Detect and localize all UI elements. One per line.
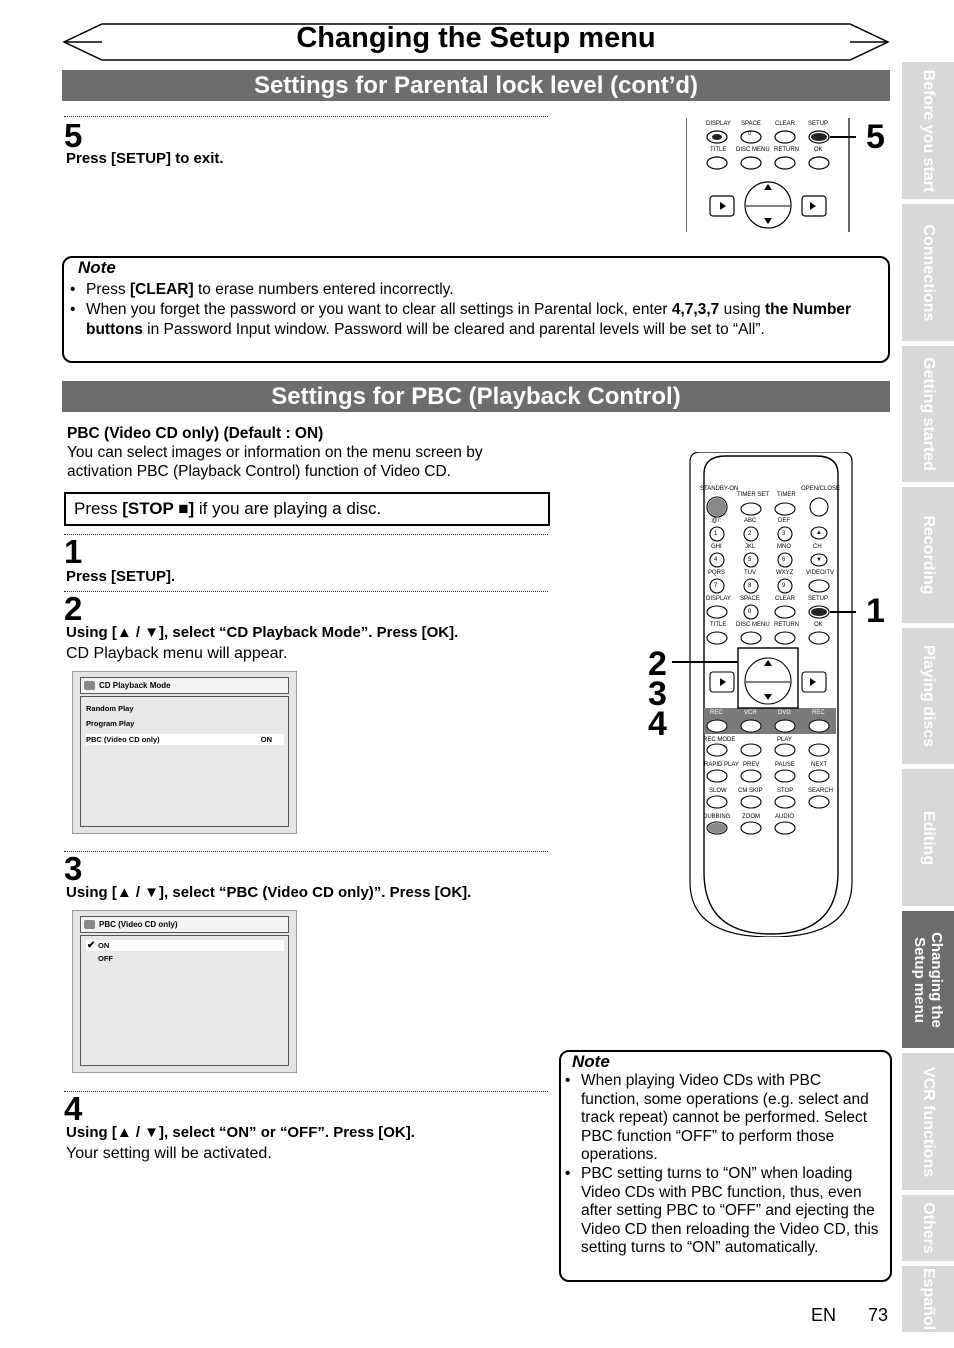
divider xyxy=(64,851,548,852)
remote-label: CH xyxy=(813,544,822,550)
remote-digit: 3 xyxy=(782,531,786,537)
note-item: • When playing Video CDs with PBC function, some operations (e.g. select and track repeat) cannot be performed. Select PBC function “OFF” to perform those operations. xyxy=(565,1072,869,1164)
remote-label: NEXT xyxy=(811,762,828,768)
note-item: • PBC setting turns to “ON” when loading Video CDs with PBC function, thus, even after setting PBC to “OFF” and ejecting the Video CD then reloading the Video CD, this setting turns to “ON” automatically. xyxy=(565,1164,879,1257)
remote-label: TIMER SET xyxy=(737,492,770,498)
remote-label: JKL xyxy=(745,544,756,550)
section-title-pbc: Settings for PBC (Playback Control) xyxy=(62,381,890,412)
remote-digit: 4 xyxy=(714,557,718,563)
remote-body-drawing xyxy=(686,452,856,937)
step-instruction: Press [SETUP] to exit. xyxy=(66,150,224,167)
divider xyxy=(64,1091,548,1092)
remote-label: TITLE xyxy=(710,622,727,628)
step-instruction: Using [▲ / ▼], select “CD Playback Mode”. Press [OK]. xyxy=(66,624,459,641)
remote-label: SPACE xyxy=(740,596,760,602)
stop-instruction-box: Press [STOP ■] if you are playing a disc. xyxy=(64,492,550,526)
language-label: EN xyxy=(811,1305,837,1325)
menu-item-program-play[interactable]: Program Play xyxy=(86,719,135,728)
step-number: 5 xyxy=(64,117,83,154)
remote-label: PLAY xyxy=(777,737,792,743)
divider xyxy=(64,534,548,535)
remote-control-partial xyxy=(686,118,856,234)
remote-label: RAPID PLAY xyxy=(704,762,739,768)
remote-label: .@/: xyxy=(710,518,722,524)
remote-label: PQRS xyxy=(708,570,726,576)
remote-digit: 6 xyxy=(782,557,786,563)
step-instruction: Using [▲ / ▼], select “PBC (Video CD only)”. Press [OK]. xyxy=(66,884,472,901)
menu-item-off[interactable]: OFF xyxy=(98,954,113,963)
remote-digit: 1 xyxy=(714,531,718,537)
remote-label: VCR xyxy=(744,710,757,716)
remote-label: OK xyxy=(814,147,823,153)
intro-heading: PBC (Video CD only) (Default : ON) xyxy=(67,425,324,442)
remote-label: WXYZ xyxy=(776,570,794,576)
note-label: Note xyxy=(572,1052,610,1071)
note-item: • When you forget the password or you want to clear all settings in Parental lock, enter 4,7,3,7 using the Number buttons in Password Input window. Password will be cleared and parental levels will be set to “All”. xyxy=(70,301,852,338)
note-box xyxy=(62,256,890,363)
step-instruction: Using [▲ / ▼], select “ON” or “OFF”. Press [OK]. xyxy=(66,1124,415,1141)
step-number: 1 xyxy=(64,533,83,570)
remote-label: DISC MENU xyxy=(736,147,770,153)
page-number: 73 xyxy=(868,1305,889,1325)
callout-number: 4 xyxy=(648,705,667,743)
remote-label: ZOOM xyxy=(742,814,760,820)
remote-label: TITLE xyxy=(710,147,727,153)
note-content xyxy=(70,280,880,340)
disc-icon xyxy=(84,681,95,690)
remote-control xyxy=(686,452,856,937)
sidebar-tab-recording[interactable]: Recording xyxy=(902,487,954,623)
remote-label: RETURN xyxy=(774,622,799,628)
remote-label: DEF xyxy=(778,518,790,524)
sidebar-tab-getting-started[interactable]: Getting started xyxy=(902,346,954,482)
remote-label: SETUP xyxy=(808,121,829,127)
remote-label: TUV xyxy=(744,570,756,576)
remote-label: VIDEO/TV xyxy=(806,570,835,576)
remote-label: SEARCH xyxy=(808,788,834,794)
note-content xyxy=(565,1072,883,1258)
remote-label: 0 xyxy=(748,131,752,137)
remote-digit: ▼ xyxy=(816,557,822,563)
remote-label: AUDIO xyxy=(775,814,795,820)
remote-label: CM SKIP xyxy=(738,788,763,794)
divider xyxy=(64,591,548,592)
sidebar-tab-espanol[interactable]: Español xyxy=(902,1266,954,1332)
remote-label: DUBBING xyxy=(703,814,731,820)
pbc-menu xyxy=(72,910,297,1073)
remote-label: CLEAR xyxy=(775,121,796,127)
page-title: Changing the Setup menu xyxy=(296,22,656,54)
menu-item-random-play[interactable]: Random Play xyxy=(86,704,134,713)
remote-label: OPEN/CLOSE xyxy=(801,486,841,492)
remote-digit: 9 xyxy=(782,583,786,589)
menu-panel xyxy=(80,696,289,827)
remote-label: MNO xyxy=(777,544,791,550)
remote-label: PAUSE xyxy=(775,762,795,768)
remote-label: PREV xyxy=(743,762,760,768)
remote-label: REC xyxy=(812,710,825,716)
remote-label: TIMER xyxy=(777,492,796,498)
remote-digit: 2 xyxy=(748,531,752,537)
remote-label: CLEAR xyxy=(775,596,796,602)
step-result: Your setting will be activated. xyxy=(66,1145,272,1162)
note-box xyxy=(559,1050,892,1282)
remote-label: STANDBY-ON xyxy=(700,486,739,492)
remote-label: DISPLAY xyxy=(706,121,731,127)
intro-body: You can select images or information on the menu screen by activation PBC (Playback Control) function of Video CD. xyxy=(67,444,483,480)
menu-title-bar: PBC (Video CD only) xyxy=(80,916,289,933)
remote-label: GHI xyxy=(711,544,722,550)
checkmark-icon: ✔ xyxy=(87,940,96,951)
menu-item-on[interactable]: ✔ ON xyxy=(86,940,284,951)
callout-number: 1 xyxy=(866,592,885,630)
remote-digit: 5 xyxy=(748,557,752,563)
menu-item-pbc[interactable]: PBC (Video CD only) ON xyxy=(86,734,284,745)
sidebar-tab-vcr-functions[interactable]: VCR functions xyxy=(902,1053,954,1190)
divider xyxy=(64,116,548,117)
section-title-parental: Settings for Parental lock level (cont’d) xyxy=(62,70,890,101)
remote-partial-drawing xyxy=(686,118,856,234)
step-result: CD Playback menu will appear. xyxy=(66,645,288,662)
remote-digit: 7 xyxy=(714,583,718,589)
remote-label: SLOW xyxy=(709,788,727,794)
remote-label: DVD xyxy=(778,710,791,716)
remote-label: DISC MENU xyxy=(736,622,770,628)
sidebar-tab-setup-menu[interactable]: Changing the Setup menu xyxy=(902,911,954,1048)
remote-label: ABC xyxy=(744,518,757,524)
sidebar-tab-others[interactable]: Others xyxy=(902,1195,954,1261)
sidebar-tab-before-you-start[interactable]: Before you start xyxy=(902,62,954,199)
callout-line xyxy=(672,661,738,663)
disc-icon xyxy=(84,920,95,929)
note-item: • Press [CLEAR] to erase numbers entered incorrectly. xyxy=(70,281,454,298)
remote-label: REC xyxy=(710,710,723,716)
step-number: 2 xyxy=(64,590,83,627)
remote-label: REC MODE xyxy=(703,737,736,743)
remote-label: DISPLAY xyxy=(706,596,731,602)
remote-digit: ▲ xyxy=(816,530,822,536)
menu-panel xyxy=(80,935,289,1066)
remote-digit: 0 xyxy=(748,609,752,615)
sidebar-tab-editing[interactable]: Editing xyxy=(902,769,954,906)
remote-label: STOP xyxy=(777,788,794,794)
remote-label: OK xyxy=(814,622,823,628)
note-label: Note xyxy=(78,258,116,277)
callout-number: 3 xyxy=(648,675,667,713)
menu-title-bar: CD Playback Mode xyxy=(80,677,289,694)
intro-text xyxy=(67,424,537,481)
remote-label: RETURN xyxy=(774,147,799,153)
callout-number: 2 xyxy=(648,645,667,683)
remote-label: SPACE xyxy=(741,121,761,127)
remote-digit: 8 xyxy=(748,583,752,589)
cd-playback-menu xyxy=(72,671,297,834)
callout-number: 5 xyxy=(866,118,885,156)
sidebar-tab-connections[interactable]: Connections xyxy=(902,204,954,341)
page-title-banner xyxy=(62,20,890,64)
step-instruction: Press [SETUP]. xyxy=(66,568,176,585)
step-number: 3 xyxy=(64,850,83,887)
remote-label: SETUP xyxy=(808,596,829,602)
step-number: 4 xyxy=(64,1090,83,1127)
sidebar-tab-playing-discs[interactable]: Playing discs xyxy=(902,628,954,764)
